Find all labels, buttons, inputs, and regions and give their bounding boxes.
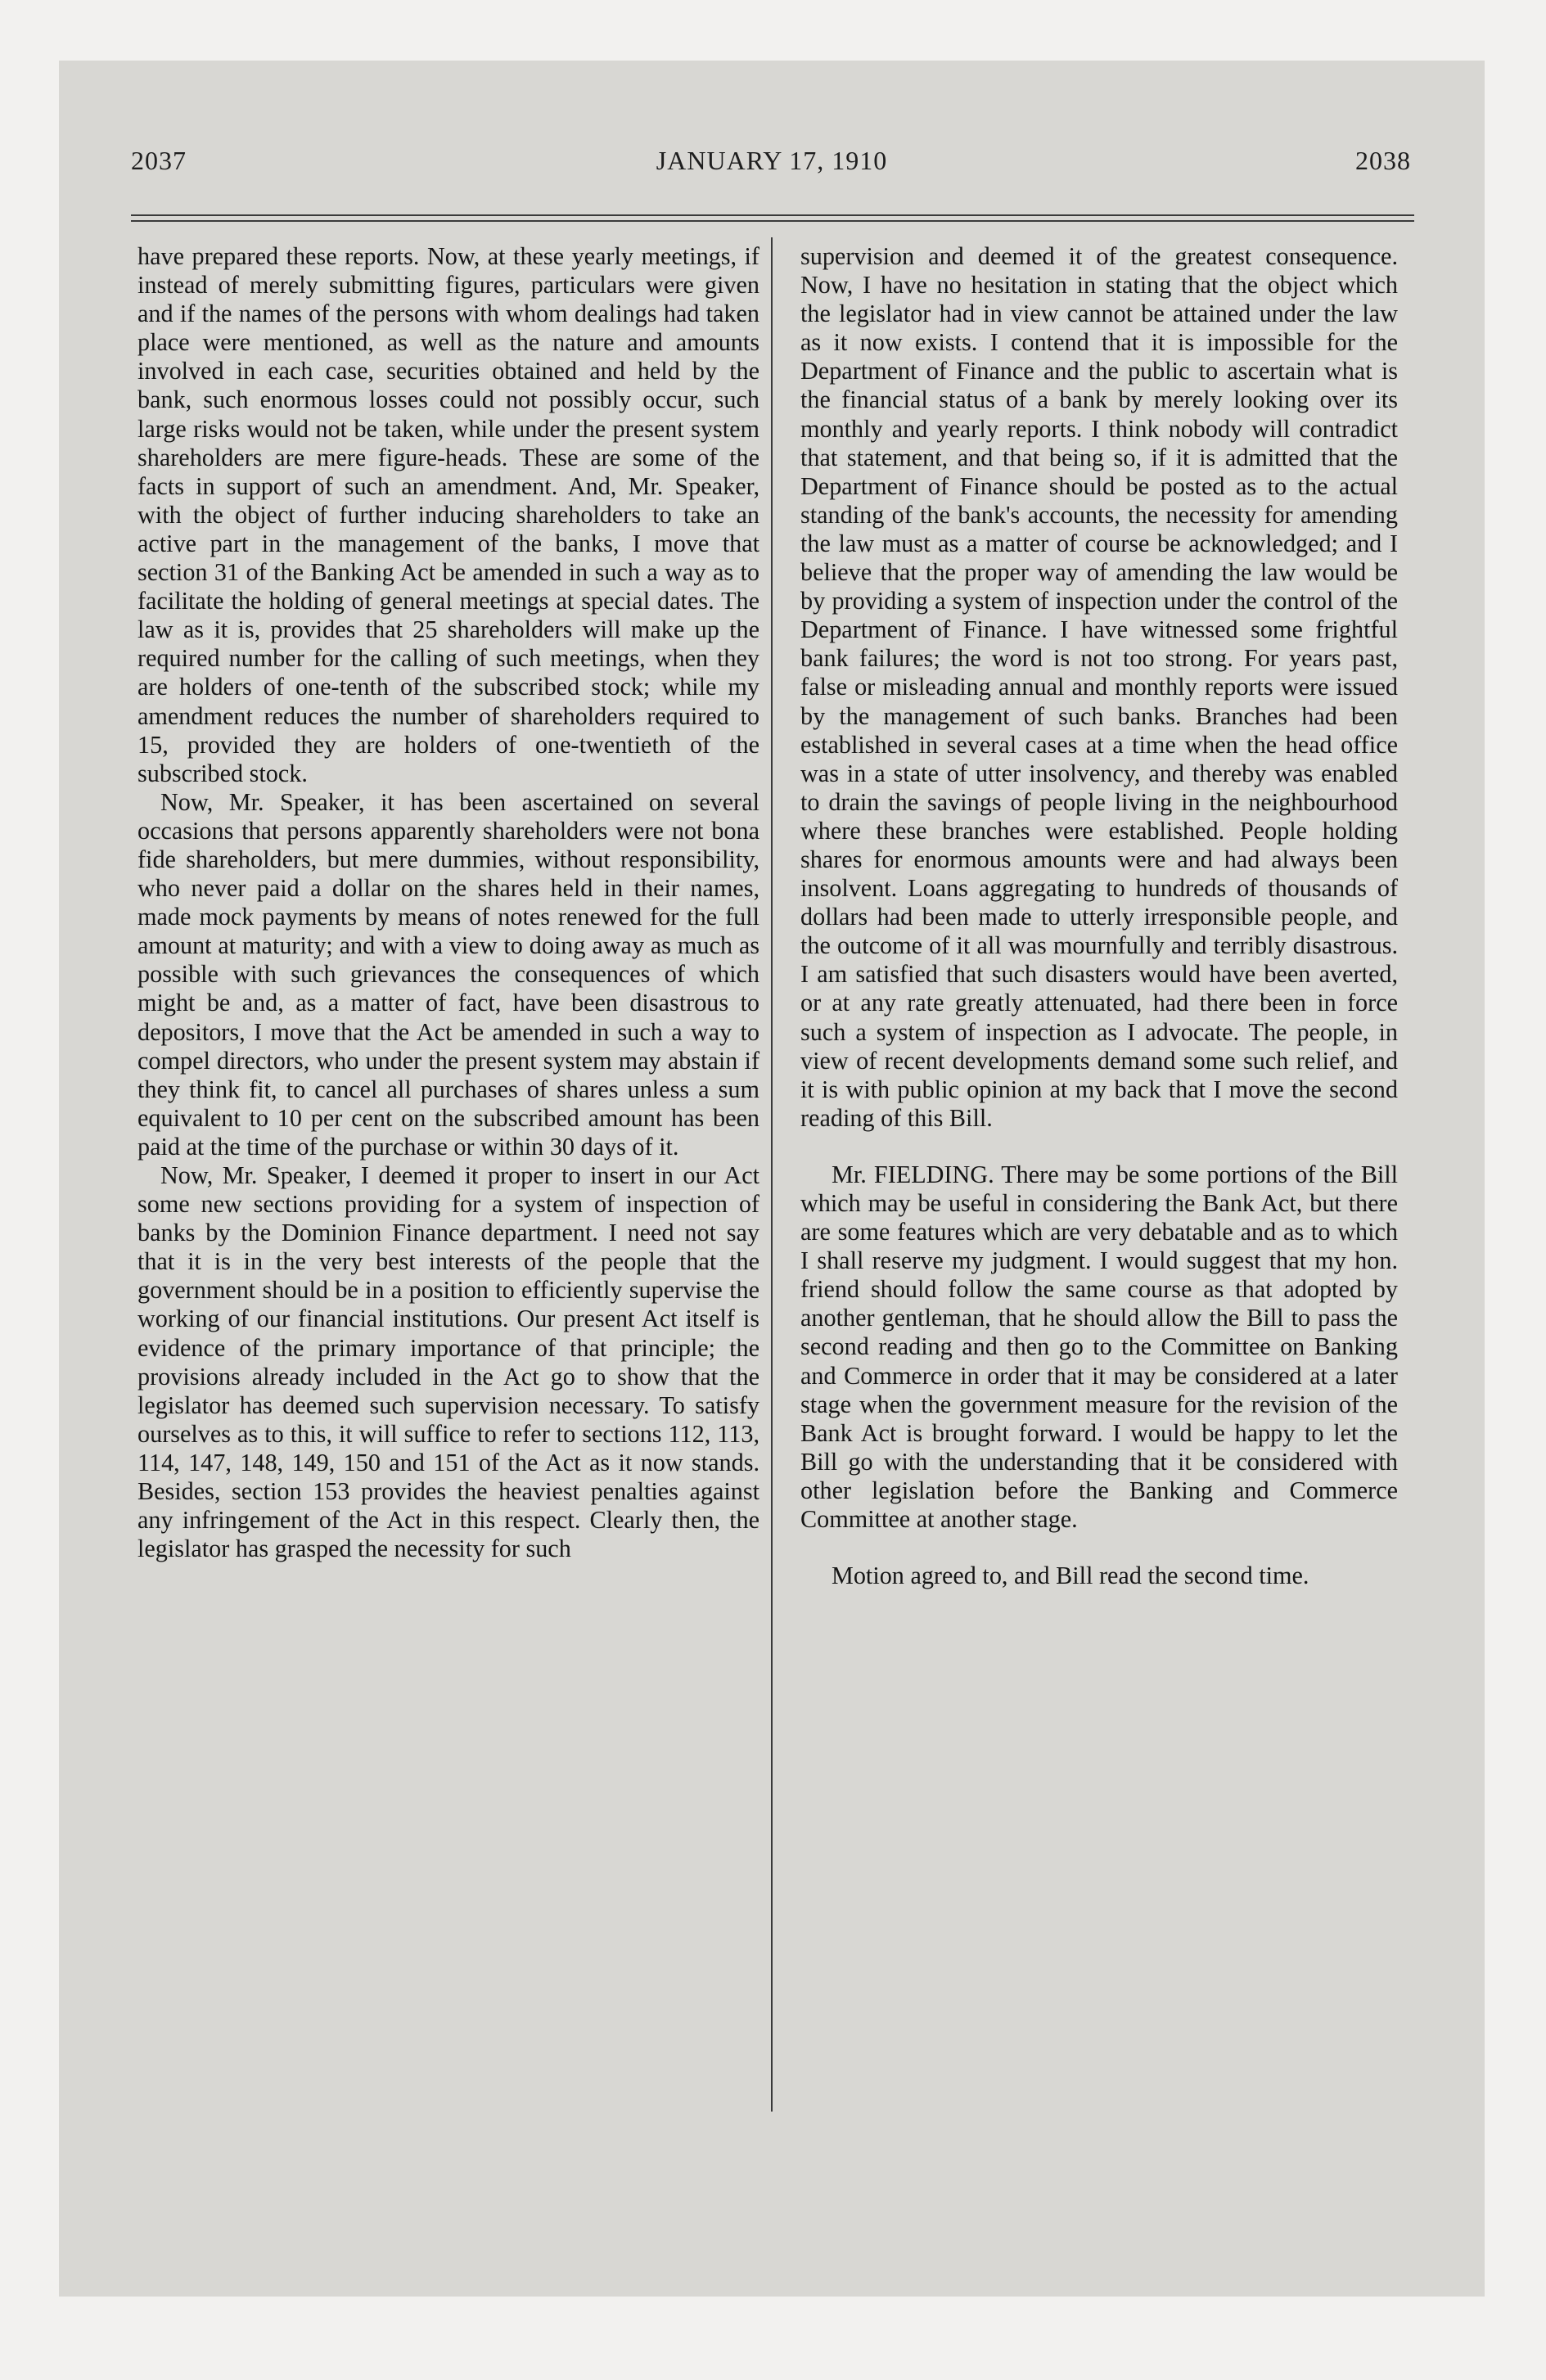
right-paragraph-1: supervision and deemed it of the greatest consequence. Now, I have no hesitation in stating that the object which the legislator had in view cannot be attained under the law as it now exists. I contend that it is impossible for the Department of Finance and the public to ascertain what is the financial status of a bank by merely looking over its monthly and yearly reports. I think nobody will contradict that statement, and that being so, if it is admitted that the Department of Finance should be posted as to the actual standing of the bank's accounts, the necessity for amending the law must as a matter of course be acknowledged; and I believe that the proper way of amending the law would be by providing a system of inspection under the control of the Department of Finance. I have witnessed some frightful bank failures; the word is not too strong. For years past, false or misleading annual and monthly reports were issued by the management of such banks. Branches had been established in several cases at a time when the head office was in a state of utter insolvency, and thereby was enabled to drain the savings of people living in the neighbourhood where these branches were established. People holding shares for enormous amounts were and had always been insolvent. Loans aggregating to hundreds of thousands of dollars had been made to utterly irresponsible people, and the outcome of it all was mournfully and terribly disastrous. I am satisfied that such disasters would have been averted, or at any rate greatly attenuated, had there been in force such a system of inspection as I advocate. The people, in view of recent developments demand some such relief, and it is with public opinion at my back that I move the second reading of this Bill. <box>800 242 1398 1132</box>
header-double-rule <box>131 214 1414 222</box>
right-page-number: 2038 <box>1355 146 1411 175</box>
page-header <box>124 146 1419 187</box>
right-column <box>800 242 1398 1590</box>
right-paragraph-3: Motion agreed to, and Bill read the second time. <box>832 1562 1309 1590</box>
right-paragraph-2: Mr. FIELDING. There may be some portions of the Bill which may be useful in considering the Bank Act, but there are some features which are very debatable and as to which I shall reserve my judgment. I would suggest that my hon. friend should follow the same course as that adopted by another gentleman, that he should allow the Bill to pass the second reading and then go to the Committee on Banking and Commerce in order that it may be considered at a later stage when the government measure for the revision of the Bank Act is brought forward. I would be happy to let the Bill go with the understanding that it be considered with other legislation before the Banking and Commerce Committee at another stage. <box>800 1160 1398 1534</box>
left-page-number: 2037 <box>131 146 187 175</box>
left-column <box>137 242 759 1563</box>
left-paragraph-3: Now, Mr. Speaker, I deemed it proper to insert in our Act some new sections providing for a system of inspection of banks by the Dominion Finance department. I need not say that it is in the very best interests of the people that the government should be in a position to efficiently supervise the working of our financial institutions. Our present Act itself is evidence of the primary importance of that principle; the provisions already included in the Act go to show that the legislator has deemed such supervision necessary. To satisfy ourselves as to this, it will suffice to refer to sections 112, 113, 114, 147, 148, 149, 150 and 151 of the Act as it now stands. Besides, section 153 provides the heaviest penalties against any infringement of the Act in this respect. Clearly then, the legislator has grasped the necessity for such <box>137 1161 759 1563</box>
left-paragraph-1: have prepared these reports. Now, at these yearly meetings, if instead of merely submitting figures, particulars were given and if the names of the persons with whom dealings had taken place were mentioned, as well as the nature and amounts involved in each case, securities obtained and held by the bank, such enormous losses could not possibly occur, such large risks would not be taken, while under the present system shareholders are mere figure-heads. These are some of the facts in support of such an amendment. And, Mr. Speaker, with the object of further inducing shareholders to take an active part in the management of the banks, I move that section 31 of the Banking Act be amended in such a way as to facilitate the holding of general meetings at special dates. The law as it is, provides that 25 shareholders will make up the required number for the calling of such meetings, when they are holders of one-tenth of the subscribed stock; while my amendment reduces the number of shareholders required to 15, provided they are holders of one-twentieth of the subscribed stock. <box>137 242 759 787</box>
page-date: JANUARY 17, 1910 <box>656 146 888 175</box>
column-divider <box>771 237 773 2112</box>
left-paragraph-2: Now, Mr. Speaker, it has been ascertained on several occasions that persons apparently shareholders were not bona fide shareholders, but mere dummies, without responsibility, who never paid a dollar on the shares held in their names, made mock payments by means of notes renewed for the full amount at maturity; and with a view to doing away as much as possible with such grievances the consequences of which might be and, as a matter of fact, have been disastrous to depositors, I move that the Act be amended in such a way to compel directors, who under the present system may abstain if they think fit, to cancel all purchases of shares unless a sum equivalent to 10 per cent on the subscribed amount has been paid at the time of the purchase or within 30 days of it. <box>137 787 759 1161</box>
